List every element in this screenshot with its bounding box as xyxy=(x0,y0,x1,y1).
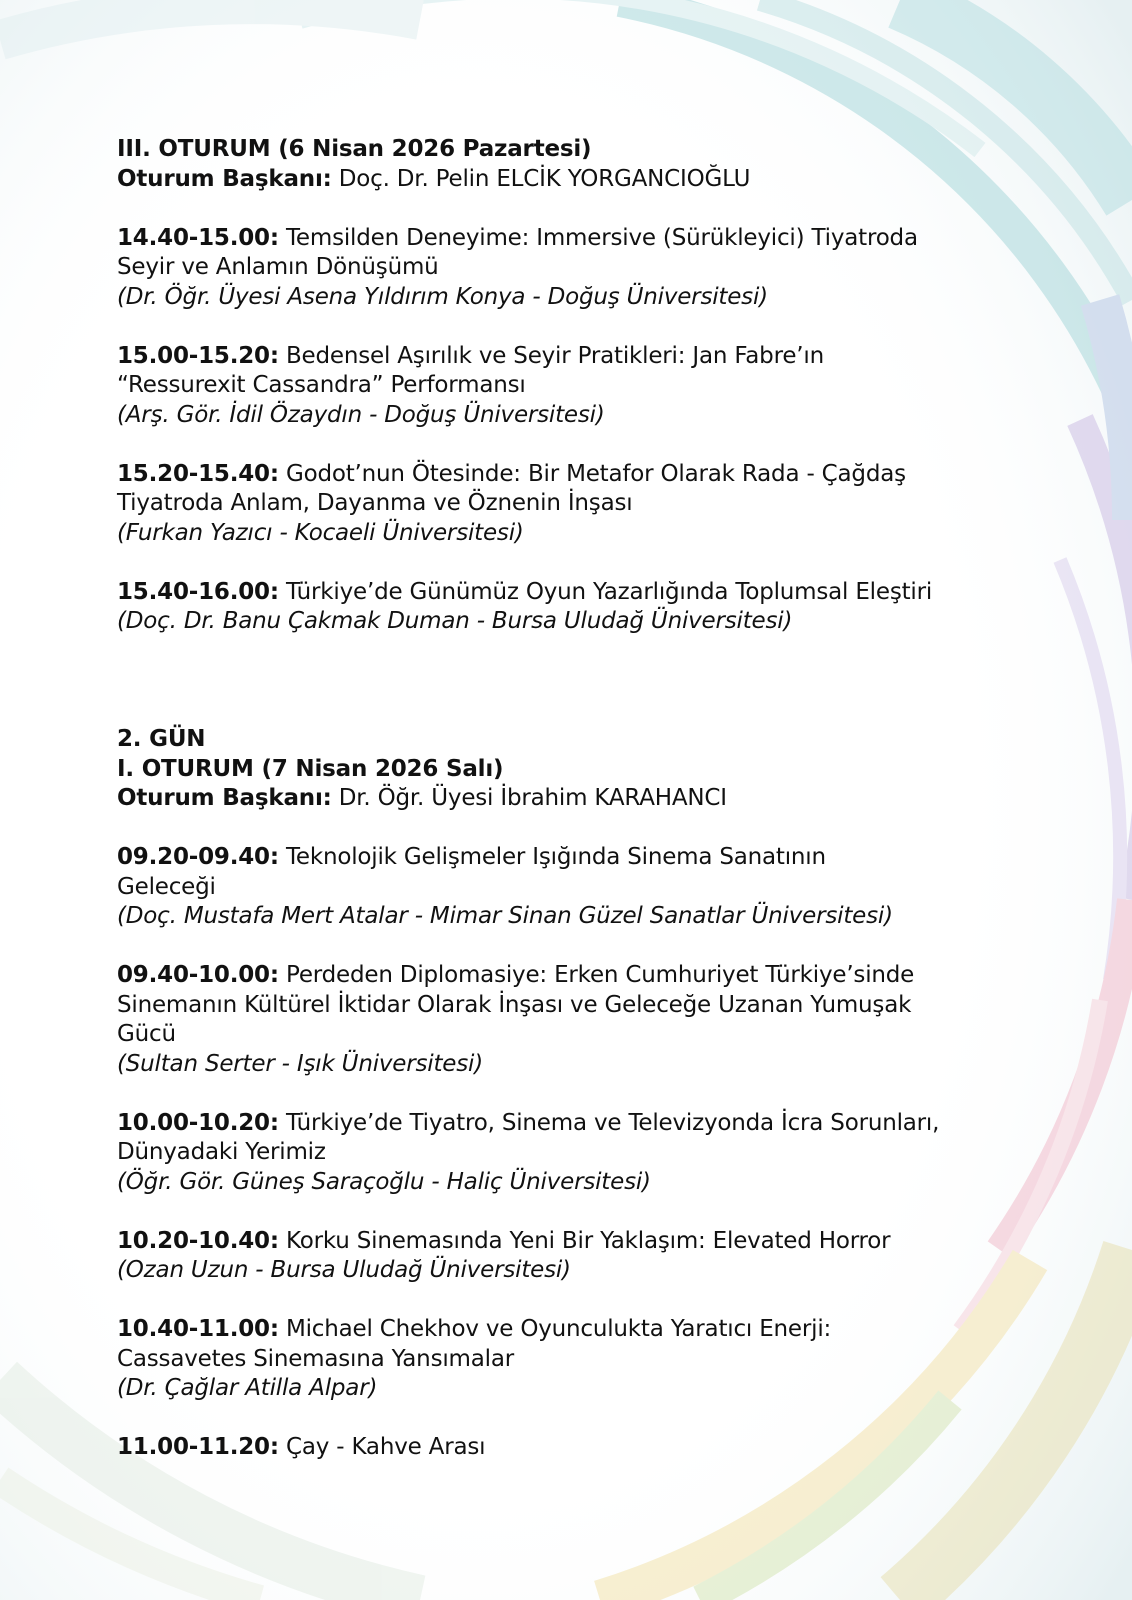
talk-title-cont: Dünyadaki Yerimiz xyxy=(117,1139,326,1165)
talk-title: Korku Sinemasında Yeni Bir Yaklaşım: Elevated Horror xyxy=(278,1227,891,1254)
session-title: III. OTURUM (6 Nisan 2026 Pazartesi) xyxy=(117,136,592,162)
talk-title: Türkiye’de Günümüz Oyun Yazarlığında Toplumsal Eleştiri xyxy=(278,578,933,605)
talk-item xyxy=(117,843,1037,932)
talk-speaker: (Sultan Serter - Işık Üniversitesi) xyxy=(117,1050,483,1077)
break-time: 11.00-11.20: xyxy=(117,1434,279,1460)
talk-speaker: (Dr. Çağlar Atilla Alpar) xyxy=(117,1375,378,1401)
talk-time: 10.20-10.40: xyxy=(117,1227,279,1254)
talk-time: 14.40-15.00: xyxy=(117,224,279,251)
talk-title: Teknolojik Gelişmeler Işığında Sinema Sanatının xyxy=(278,844,826,870)
talk-speaker: (Öğr. Gör. Güneş Saraçoğlu - Haliç Üniversitesi) xyxy=(117,1168,651,1195)
session-3 xyxy=(117,135,1037,194)
day-label: 2. GÜN xyxy=(117,726,206,752)
spacer xyxy=(117,666,1037,725)
talk-title: Türkiye’de Tiyatro, Sinema ve Televizyonda İcra Sorunları, xyxy=(278,1109,940,1136)
talk-time: 15.20-15.40: xyxy=(117,460,279,487)
talk-title-cont: Cassavetes Sinemasına Yansımalar xyxy=(117,1345,514,1372)
break-item xyxy=(117,1433,1037,1463)
chair-name: Dr. Öğr. Üyesi İbrahim KARAHANCI xyxy=(331,785,727,811)
talk-time: 10.40-11.00: xyxy=(117,1316,279,1342)
talk-title: Godot’nun Ötesinde: Bir Metafor Olarak Rada - Çağdaş xyxy=(278,460,906,487)
talk-item xyxy=(117,224,1037,313)
talk-title: Bedensel Aşırılık ve Seyir Pratikleri: Jan Fabre’ın xyxy=(278,342,824,369)
talk-speaker: (Doç. Mustafa Mert Atalar - Mimar Sinan Güzel Sanatlar Üniversitesi) xyxy=(117,903,893,929)
talk-time: 15.40-16.00: xyxy=(117,578,279,605)
talk-time: 10.00-10.20: xyxy=(117,1109,279,1136)
talk-item xyxy=(117,1227,1037,1286)
talk-speaker: (Furkan Yazıcı - Kocaeli Üniversitesi) xyxy=(117,519,524,546)
talk-speaker: (Dr. Öğr. Üyesi Asena Yıldırım Konya - Doğuş Üniversitesi) xyxy=(117,283,768,310)
talk-item xyxy=(117,961,1037,1079)
talk-title-cont: Geleceği xyxy=(117,873,216,900)
talk-time: 15.00-15.20: xyxy=(117,342,279,369)
talk-time: 09.20-09.40: xyxy=(117,844,279,870)
talk-title-cont: “Ressurexit Cassandra” Performansı xyxy=(117,372,526,398)
program-page xyxy=(117,135,1037,1463)
talk-title: Perdeden Diplomasiye: Erken Cumhuriyet Türkiye’sinde xyxy=(278,962,915,988)
talk-time: 09.40-10.00: xyxy=(117,962,279,988)
day2-session-1 xyxy=(117,755,1037,814)
talk-item xyxy=(117,578,1037,637)
session-title: I. OTURUM (7 Nisan 2026 Salı) xyxy=(117,755,504,782)
talk-title-cont: Sinemanın Kültürel İktidar Olarak İnşası ve Geleceğe Uzanan Yumuşak xyxy=(117,991,912,1018)
chair-label: Oturum Başkanı: xyxy=(117,165,332,192)
talk-title-cont: Tiyatroda Anlam, Dayanma ve Öznenin İnşası xyxy=(117,490,633,516)
chair-name: Doç. Dr. Pelin ELCİK YORGANCIOĞLU xyxy=(331,165,751,192)
talk-title-cont: Seyir ve Anlamın Dönüşümü xyxy=(117,254,439,280)
talk-speaker: (Arş. Gör. İdil Özaydın - Doğuş Üniversitesi) xyxy=(117,401,605,428)
talk-speaker: (Doç. Dr. Banu Çakmak Duman - Bursa Uludağ Üniversitesi) xyxy=(117,608,793,634)
talk-item xyxy=(117,460,1037,549)
talk-speaker: (Ozan Uzun - Bursa Uludağ Üniversitesi) xyxy=(117,1257,571,1283)
session-chair xyxy=(117,165,1037,195)
talk-title-cont: Gücü xyxy=(117,1021,176,1047)
talk-title: Michael Chekhov ve Oyunculukta Yaratıcı Enerji: xyxy=(278,1316,832,1342)
talk-item xyxy=(117,342,1037,431)
session-chair xyxy=(117,784,1037,814)
chair-label: Oturum Başkanı: xyxy=(117,785,332,811)
talk-title: Temsilden Deneyime: Immersive (Sürükleyici) Tiyatroda xyxy=(278,224,918,251)
talk-item xyxy=(117,1315,1037,1404)
talk-item xyxy=(117,1109,1037,1198)
break-label: Çay - Kahve Arası xyxy=(278,1434,486,1460)
